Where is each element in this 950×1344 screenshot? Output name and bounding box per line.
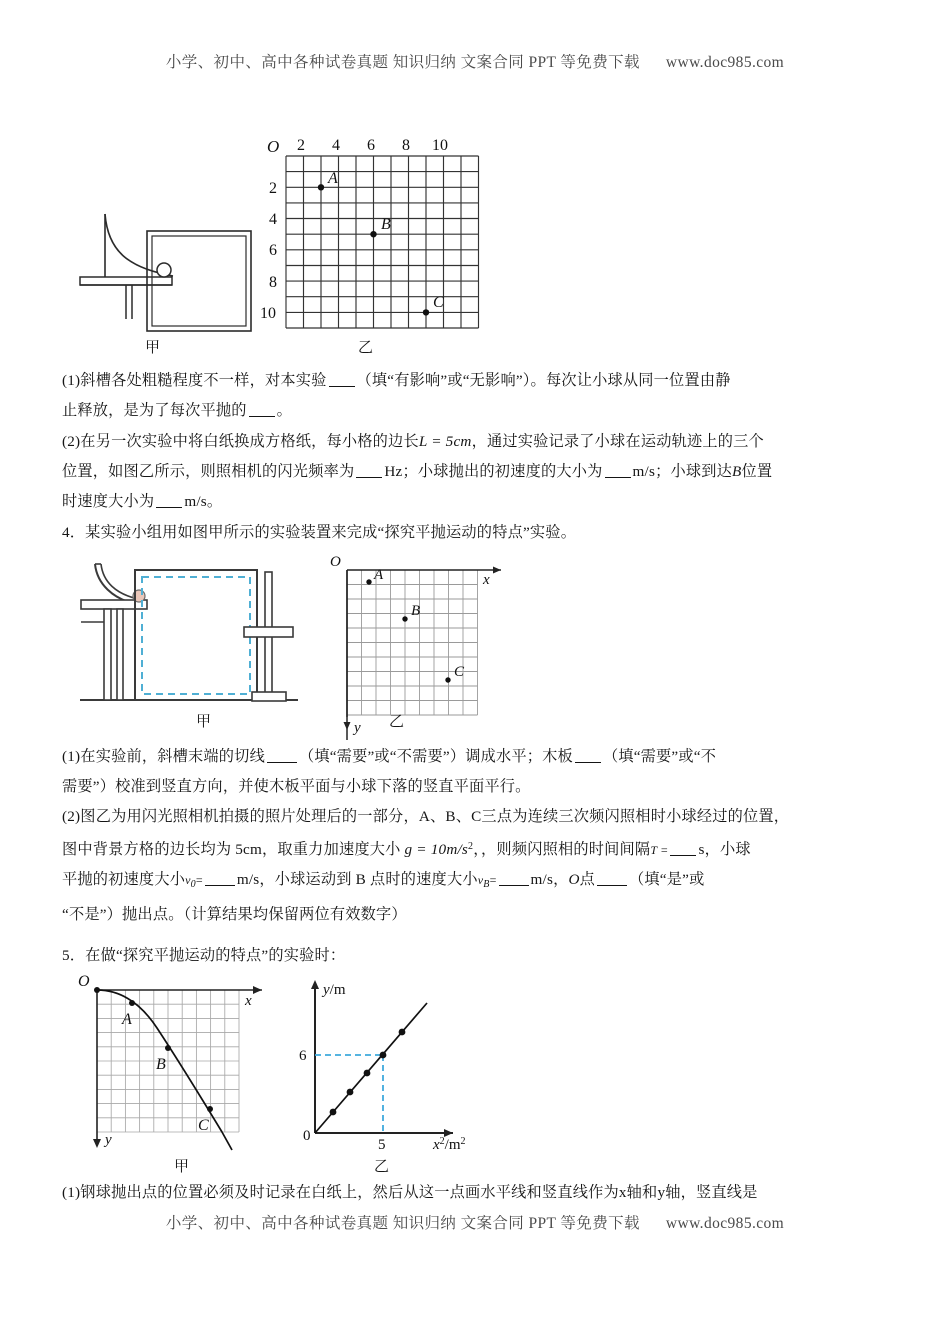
q4-part2-eq2: = (489, 873, 497, 887)
q5-fig1-caption: 甲 (174, 1159, 190, 1175)
svg-text:C: C (433, 294, 444, 311)
q3-part2-f: m/s。 (184, 493, 223, 510)
q4-part2-v0sub: 0 (190, 879, 196, 890)
q3-part2-hz: Hz；小球抛出的初速度的大小为 (384, 463, 603, 480)
watermark-top (0, 50, 950, 72)
q4-fig1-caption: 甲 (196, 714, 212, 730)
svg-text:6: 6 (299, 1048, 307, 1064)
svg-text:4: 4 (332, 137, 340, 154)
q4-part2-g1: m/s，小球运动到 B 点时的速度大小 (236, 871, 478, 888)
svg-text:y: y (354, 720, 361, 736)
q3-part2-b: ，通过实验记录了小球在运动轨迹上的三个 (471, 433, 764, 450)
q3-fig2-caption: 乙 (358, 340, 374, 356)
q4-blank-6[interactable] (597, 871, 627, 886)
q3-part1-d: 。 (276, 402, 293, 419)
q3-blank-1[interactable] (329, 372, 355, 387)
q3-blank-5[interactable] (156, 493, 182, 508)
q4-part2-d: ，，则频闪照相的时间间隔 (473, 841, 651, 858)
svg-text:B: B (411, 603, 421, 619)
q5-stem: 5．在做“探究平抛运动的特点”的实验时： (62, 947, 346, 964)
svg-text:A: A (122, 1011, 132, 1028)
svg-text:x2/m2: $x^2/m^2$ (433, 1136, 466, 1153)
q4-part2-text (62, 802, 890, 930)
q4-part1-b: （填“需要”或“不需要”）调成水平；木板 (298, 748, 573, 765)
q4-part2-T: T = (650, 843, 669, 857)
q4-grid-figure (325, 552, 525, 736)
q4-part2-f: 平抛的初速度大小 (62, 871, 186, 888)
svg-text:8: 8 (402, 137, 410, 154)
q4-part2-gsup: 2 (468, 841, 474, 852)
svg-text:O: O (330, 554, 341, 570)
svg-text:6: 6 (367, 137, 375, 154)
q4-point-o: O (568, 871, 580, 888)
q4-part2-b: 图中背景方格的边长均为 (62, 841, 232, 858)
q4-blank-3[interactable] (670, 841, 696, 856)
svg-text:5: 5 (378, 1137, 386, 1153)
q3-part2-ms: m/s；小球到达 (632, 463, 733, 480)
q4-fig2-caption: 乙 (389, 714, 405, 730)
q3-fig1-caption: 甲 (145, 340, 161, 356)
svg-text:C: C (198, 1117, 209, 1134)
q3-part2-c: 位置，如图乙所示，则照相机的闪光频率为 (62, 463, 355, 480)
q4-part2-c: ，取重力加速度大小 (262, 841, 401, 858)
q4-part2-a: (2)图乙为用闪光照相机拍摄的照片处理后的一部分，A、B、C三点为连续三次频闪照相时小球经过的位置， (62, 808, 790, 825)
q4-part1-d: 需要”）校准到竖直方向，并使木板平面与小球下落的竖直平面平行。 (62, 778, 531, 795)
q4-part2-v0: v (185, 873, 191, 887)
q5-trajectory-figure (72, 968, 287, 1148)
q4-part1-text (62, 742, 890, 802)
svg-text:x: x (245, 993, 252, 1009)
watermark-text: 小学、初中、高中各种试卷真题 知识归纳 文案合同 PPT 等免费下载 (165, 54, 640, 71)
q3-point-b: B (732, 463, 742, 480)
q3-part2-eq: L = 5cm (418, 433, 472, 450)
q4-part2-vBsub: B (483, 879, 490, 890)
q3-part2-e: 时速度大小为 (62, 493, 155, 510)
watermark-bottom (0, 1211, 950, 1233)
svg-text:B: B (156, 1056, 166, 1073)
watermark-url-bottom: www.doc985.com (665, 1215, 785, 1232)
q3-blank-2[interactable] (249, 402, 275, 417)
svg-text:8: 8 (269, 274, 277, 291)
svg-text:O: O (78, 973, 90, 990)
q4-part2-side: 5cm (235, 841, 263, 858)
q4-part2-i: 点 (579, 871, 596, 888)
q4-part2-g: g = 10m/s (404, 841, 469, 858)
q5-part1-text: (1)钢球抛出点的位置必须及时记录在白纸上，然后从这一点画水平线和竖直线作为x轴和y轴，竖直线是 (62, 1184, 758, 1201)
q3-part2-d: 位置 (741, 463, 773, 480)
q3-blank-3[interactable] (356, 463, 382, 478)
q4-blank-5[interactable] (499, 871, 529, 886)
q4-part1-c: （填“需要”或“不 (602, 748, 717, 765)
svg-text:O: O (267, 137, 280, 156)
svg-text:A: A (374, 567, 384, 583)
svg-text:10: 10 (260, 305, 276, 322)
svg-text:B: B (381, 216, 391, 233)
q4-blank-4[interactable] (205, 871, 235, 886)
q3-part1-text (62, 366, 890, 426)
watermark-text-bottom: 小学、初中、高中各种试卷真题 知识归纳 文案合同 PPT 等免费下载 (165, 1215, 640, 1232)
q3-part1-a: (1)斜槽各处粗糙程度不一样，对本实验 (62, 372, 327, 389)
q3-part1-c: 止释放，是为了每次平抛的 (62, 402, 247, 419)
q3-apparatus-figure (68, 196, 268, 346)
q4-blank-2[interactable] (575, 748, 601, 763)
q4-part2-eq1: = (195, 873, 203, 887)
svg-text:4: 4 (269, 211, 277, 228)
svg-text:x: x (483, 572, 490, 588)
svg-text:0: 0 (303, 1128, 311, 1144)
q3-part1-b: （填“有影响”或“无影响”）。每次让小球从同一位置由静 (356, 372, 731, 389)
svg-text:y: y (105, 1132, 112, 1148)
q3-grid-figure (256, 128, 486, 343)
q4-part1-a: (1)在实验前，斜槽末端的切线 (62, 748, 265, 765)
q3-blank-4[interactable] (605, 463, 631, 478)
q3-part2-a: (2)在另一次实验中将白纸换成方格纸，每小格的边长 (62, 433, 419, 450)
svg-text:A: A (328, 170, 338, 187)
q4-stem: 4．某实验小组用如图甲所示的实验装置来完成“探究平抛运动的特点”实验。 (62, 524, 577, 541)
q5-chart-figure (285, 968, 485, 1153)
q4-blank-1[interactable] (267, 748, 297, 763)
svg-text:2: 2 (269, 180, 277, 197)
q5-fig2-caption: 乙 (374, 1159, 390, 1175)
svg-text:10: 10 (432, 137, 448, 154)
q3-part2-text (62, 427, 890, 517)
q4-part2-k: “不是”）抛出点。（计算结果均保留两位有效数字） (62, 906, 407, 923)
q4-part2-j: （填“是”或 (629, 871, 705, 888)
svg-text:2: 2 (297, 137, 305, 154)
q4-apparatus-figure (68, 552, 318, 722)
svg-text:y/m: y/m (323, 982, 346, 998)
svg-text:C: C (454, 664, 465, 680)
q4-part2-h: m/s， (530, 871, 569, 888)
watermark-url: www.doc985.com (665, 54, 785, 71)
q4-part2-e: s，小球 (698, 841, 751, 858)
q4-part2-vB: v (477, 873, 484, 887)
svg-text:6: 6 (269, 242, 277, 259)
